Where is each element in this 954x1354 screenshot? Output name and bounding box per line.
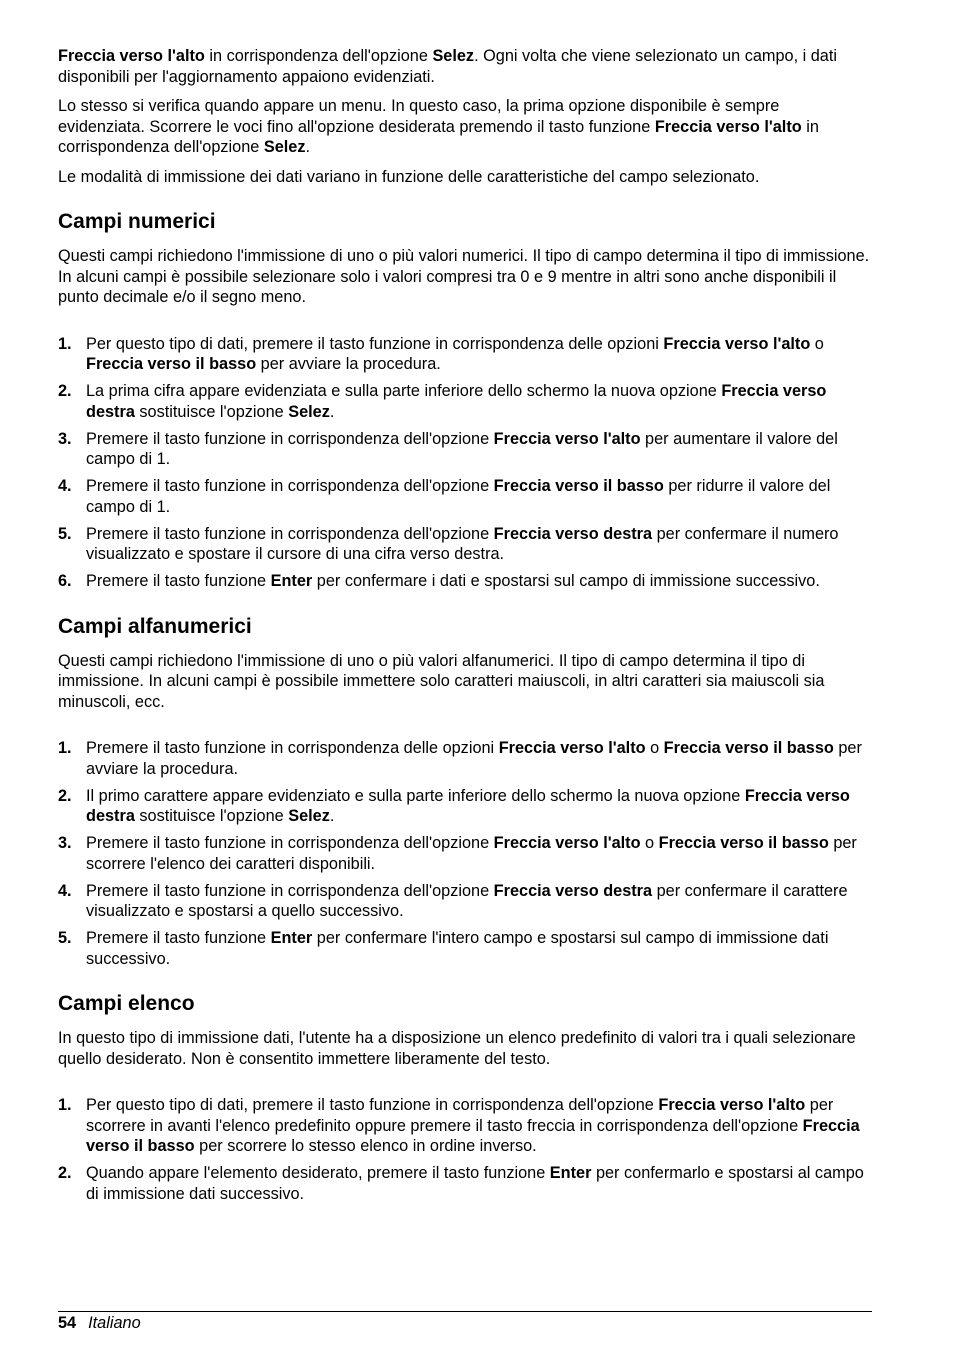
list-item: [58, 786, 870, 827]
list-item: [58, 928, 870, 969]
bold-term: Freccia verso l'alto: [663, 334, 811, 353]
bold-term: Selez: [432, 47, 475, 65]
bold-term: Freccia verso l'alto: [658, 1096, 806, 1114]
list-item: [58, 334, 870, 375]
section-intro: Questi campi richiedono l'immissione di uno o più valori alfanumerici. Il tipo di campo determina il tipo di immissione. In alcuni campi è possibile immettere solo caratteri maiuscoli, in altri caratteri sia maiuscoli sia minuscoli, ecc.: [58, 651, 825, 711]
bold-term: Freccia verso destra: [86, 786, 850, 825]
step-number: 1.: [58, 1096, 72, 1114]
step-number: 2.: [58, 1164, 72, 1182]
bold-term: Freccia verso destra: [493, 881, 653, 900]
step-text: Premere il tasto funzione in corrispondenza dell'opzione Freccia verso il basso per ridurre il valore del campo di 1.: [86, 477, 831, 516]
step-number: 1.: [58, 334, 72, 353]
section-intro: Questi campi richiedono l'immissione di uno o più valori numerici. Il tipo di campo determina il tipo di immissione. In alcuni campi è possibile selezionare solo i valori compresi tra 0 e 9 mentre in altri sono anche disponibili il punto decimale e/o il segno meno.: [58, 247, 870, 306]
list-item: [58, 1095, 870, 1157]
page-content: [58, 46, 870, 1211]
bold-term: Enter: [549, 1164, 592, 1182]
step-number: 4.: [58, 477, 72, 495]
footer-divider: [58, 1311, 872, 1312]
bold-term: Selez: [263, 138, 306, 156]
step-list: [58, 1095, 870, 1204]
list-item: [58, 738, 870, 779]
list-item: [58, 524, 870, 565]
list-item: [58, 833, 870, 874]
step-text: Il primo carattere appare evidenziato e sulla parte inferiore dello schermo la nuova opzione Freccia verso destra sostituisce l'opzione Selez.: [86, 786, 850, 825]
page-footer: [58, 1313, 141, 1333]
step-list: [58, 334, 870, 592]
step-text: Premere il tasto funzione in corrispondenza delle opzioni Freccia verso l'alto o Freccia verso il basso per avviare la procedura.: [86, 739, 862, 778]
step-number: 2.: [58, 786, 72, 805]
bold-term: Freccia verso il basso: [86, 355, 257, 373]
bold-term: Freccia verso il basso: [658, 834, 829, 852]
section-heading: Campi numerici: [58, 210, 216, 233]
bold-term: Freccia verso destra: [493, 524, 653, 543]
bold-term: Freccia verso il basso: [86, 1116, 860, 1155]
step-text: Premere il tasto funzione in corrispondenza dell'opzione Freccia verso l'alto per aumentare il valore del campo di 1.: [86, 429, 838, 468]
list-item: [58, 571, 870, 592]
bold-term: Freccia verso il basso: [663, 739, 834, 757]
step-text: Per questo tipo di dati, premere il tasto funzione in corrispondenza dell'opzione Freccia verso l'alto per scorrere in avanti l'elenco predefinito oppure premere il tasto freccia in corrispondenza dell'opzione Freccia verso il basso per scorrere lo stesso elenco in ordine inverso.: [86, 1096, 860, 1155]
intro-block: [58, 46, 870, 187]
intro-paragraph: Lo stesso si verifica quando appare un menu. In questo caso, la prima opzione disponibile è sempre evidenziata. Scorrere le voci fino all'opzione desiderata premendo il tasto funzione Freccia verso l'alto in corrispondenza dell'opzione Selez.: [58, 97, 819, 156]
step-number: 3.: [58, 429, 72, 448]
step-number: 6.: [58, 572, 72, 590]
step-text: Premere il tasto funzione in corrispondenza dell'opzione Freccia verso destra per confermare il numero visualizzato e spostare il cursore di una cifra verso destra.: [86, 524, 839, 563]
list-item: [58, 476, 870, 517]
section-heading: Campi alfanumerici: [58, 614, 252, 638]
step-text: Premere il tasto funzione Enter per confermare i dati e spostarsi sul campo di immissione successivo.: [86, 572, 820, 590]
bold-term: Selez: [288, 807, 330, 825]
step-text: Premere il tasto funzione in corrispondenza dell'opzione Freccia verso l'alto o Freccia verso il basso per scorrere l'elenco dei caratteri disponibili.: [86, 834, 857, 873]
step-number: 2.: [58, 382, 72, 400]
step-number: 5.: [58, 929, 72, 947]
section-intro: In questo tipo di immissione dati, l'utente ha a disposizione un elenco predefinito di valori tra i quali selezionare quello desiderato. Non è consentito immettere liberamente del testo.: [58, 1029, 856, 1068]
section-campi-elenco: [58, 991, 870, 1204]
bold-term: Enter: [270, 572, 313, 590]
bold-term: Enter: [270, 929, 313, 947]
intro-paragraph: Le modalità di immissione dei dati variano in funzione delle caratteristiche del campo selezionato.: [58, 167, 760, 186]
list-item: [58, 1163, 870, 1204]
step-text: Per questo tipo di dati, premere il tasto funzione in corrispondenza delle opzioni Freccia verso l'alto o Freccia verso il basso per avviare la procedura.: [86, 334, 824, 373]
bold-term: Freccia verso il basso: [493, 477, 664, 495]
bold-term: Freccia verso l'alto: [58, 47, 205, 65]
step-text: Quando appare l'elemento desiderato, premere il tasto funzione Enter per confermarlo e spostarsi al campo di immissione dati successivo.: [86, 1164, 864, 1203]
step-text: Premere il tasto funzione Enter per confermare l'intero campo e spostarsi sul campo di immissione dati successivo.: [86, 929, 829, 968]
bold-term: Freccia verso l'alto: [493, 834, 641, 852]
intro-paragraph: Freccia verso l'alto in corrispondenza dell'opzione Selez. Ogni volta che viene selezionato un campo, i dati disponibili per l'aggiornamento appaiono evidenziati.: [58, 47, 838, 86]
section-campi-numerici: [58, 209, 870, 592]
bold-term: Selez: [288, 402, 330, 421]
bold-term: Freccia verso l'alto: [493, 429, 641, 448]
step-number: 3.: [58, 834, 72, 852]
bold-term: Freccia verso destra: [86, 382, 827, 421]
section-heading: Campi elenco: [58, 992, 195, 1015]
page-number: 54: [58, 1314, 77, 1332]
step-text: La prima cifra appare evidenziata e sulla parte inferiore dello schermo la nuova opzione Freccia verso destra sostituisce l'opzione Selez.: [86, 382, 827, 421]
footer-language: Italiano: [88, 1314, 141, 1332]
bold-term: Freccia verso l'alto: [654, 117, 802, 136]
list-item: [58, 381, 870, 422]
list-item: [58, 881, 870, 922]
step-number: 5.: [58, 524, 72, 543]
step-text: Premere il tasto funzione in corrispondenza dell'opzione Freccia verso destra per confermare il carattere visualizzato e spostarsi a quello successivo.: [86, 881, 848, 920]
step-number: 1.: [58, 739, 72, 757]
step-list: [58, 738, 870, 969]
section-campi-alfanumerici: [58, 614, 870, 970]
bold-term: Freccia verso l'alto: [498, 739, 646, 757]
step-number: 4.: [58, 881, 72, 900]
list-item: [58, 429, 870, 470]
